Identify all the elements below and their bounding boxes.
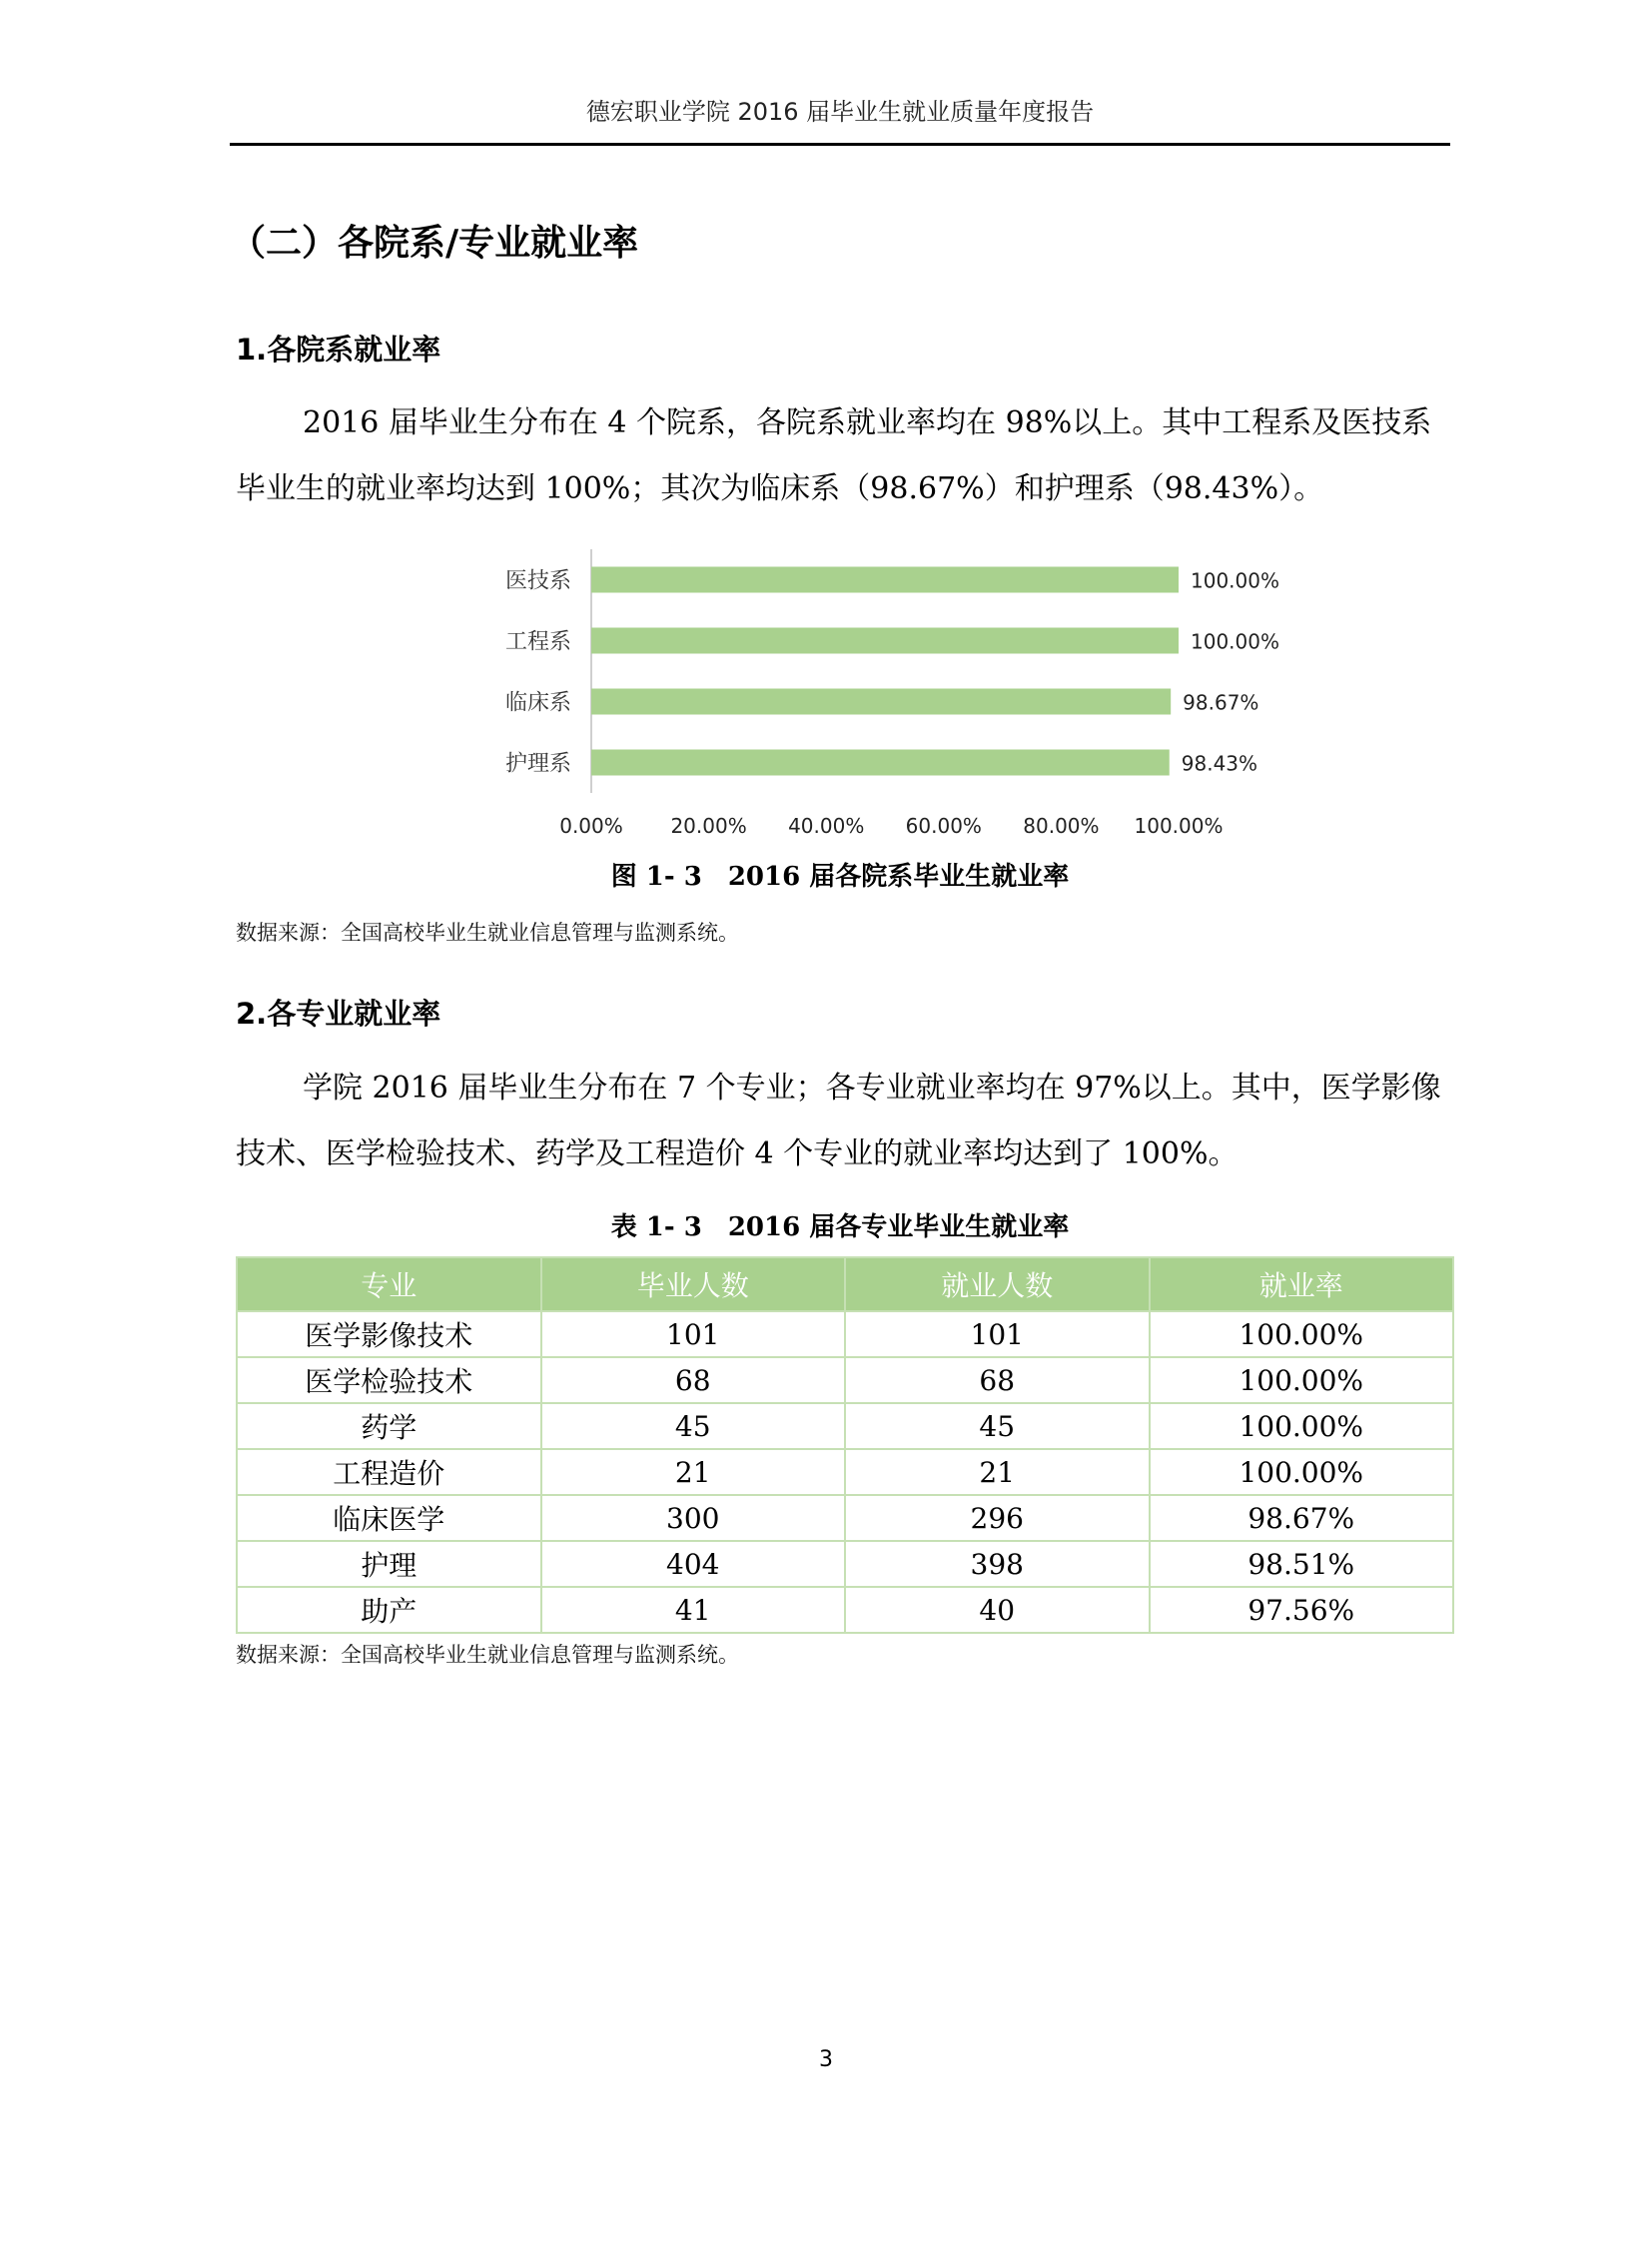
cell-rate: 100.00% — [1150, 1449, 1454, 1495]
chart-category-label: 临床系 — [504, 690, 571, 716]
page-number: 3 — [819, 2047, 833, 2072]
cell-major: 医学影像技术 — [237, 1311, 541, 1357]
table-row — [237, 1311, 1453, 1357]
figure-caption: 图 1- 3 2016 届各院系毕业生就业率 — [610, 862, 1070, 892]
subsection-1-title: 1.各院系就业率 — [236, 333, 441, 367]
major-employment-table — [236, 1256, 1454, 1634]
chart-x-tick-label: 20.00% — [670, 814, 747, 838]
cell-rate: 100.00% — [1150, 1311, 1454, 1357]
cell-major: 工程造价 — [237, 1449, 541, 1495]
chart-data-label: 100.00% — [1191, 629, 1279, 654]
table-row — [237, 1587, 1453, 1633]
header-cell-employed: 就业人数 — [845, 1257, 1150, 1311]
cell-major: 医学检验技术 — [237, 1357, 541, 1403]
chart-x-tick-label: 40.00% — [788, 814, 865, 838]
subsection-2-title: 2.各专业就业率 — [236, 997, 441, 1031]
subsection-2-paragraph: 学院 2016 届毕业生分布在 7 个专业；各专业就业率均在 97%以上。其中，医学影像技术、医学检验技术、药学及工程造价 4 个专业的就业率均达到了 100%。 — [236, 1071, 1441, 1171]
section-title: （二）各院系/专业就业率 — [230, 223, 639, 264]
chart-category-label: 工程系 — [504, 629, 571, 655]
chart-data-label: 100.00% — [1191, 568, 1279, 593]
header-rule — [230, 143, 1450, 146]
table-source: 数据来源：全国高校毕业生就业信息管理与监测系统。 — [236, 1643, 739, 1667]
chart-bar — [591, 750, 1170, 776]
department-employment-chart — [469, 539, 1288, 838]
cell-employed: 398 — [845, 1541, 1150, 1587]
cell-employed: 101 — [845, 1311, 1150, 1357]
chart-x-tick-label: 60.00% — [905, 814, 982, 838]
chart-x-tick-label: 80.00% — [1023, 814, 1100, 838]
cell-rate: 98.67% — [1150, 1495, 1454, 1541]
cell-graduates: 101 — [541, 1311, 846, 1357]
cell-graduates: 300 — [541, 1495, 846, 1541]
header-cell-rate: 就业率 — [1150, 1257, 1454, 1311]
subsection-1-paragraph: 2016 届毕业生分布在 4 个院系，各院系就业率均在 98%以上。其中工程系及医技系毕业生的就业率均达到 100%；其次为临床系（98.67%）和护理系（98.43%）。 — [236, 405, 1432, 506]
cell-graduates: 404 — [541, 1541, 846, 1587]
cell-rate: 100.00% — [1150, 1403, 1454, 1449]
cell-major: 助产 — [237, 1587, 541, 1633]
chart-bar — [591, 567, 1179, 593]
chart-data-label: 98.67% — [1183, 690, 1259, 715]
header-cell-graduates: 毕业人数 — [541, 1257, 846, 1311]
cell-employed: 40 — [845, 1587, 1150, 1633]
table-row — [237, 1403, 1453, 1449]
table-row — [237, 1495, 1453, 1541]
cell-graduates: 21 — [541, 1449, 846, 1495]
cell-graduates: 45 — [541, 1403, 846, 1449]
cell-rate: 100.00% — [1150, 1357, 1454, 1403]
page-header: 德宏职业学院 2016 届毕业生就业质量年度报告 — [585, 98, 1095, 126]
table-row — [237, 1357, 1453, 1403]
table-caption: 表 1- 3 2016 届各专业毕业生就业率 — [610, 1212, 1070, 1242]
cell-major: 药学 — [237, 1403, 541, 1449]
cell-employed: 296 — [845, 1495, 1150, 1541]
chart-x-tick-label: 0.00% — [559, 814, 623, 838]
header-cell-major: 专业 — [237, 1257, 541, 1311]
cell-employed: 45 — [845, 1403, 1150, 1449]
figure-source: 数据来源：全国高校毕业生就业信息管理与监测系统。 — [236, 921, 739, 945]
cell-major: 护理 — [237, 1541, 541, 1587]
chart-category-label: 护理系 — [504, 751, 571, 777]
chart-x-tick-label: 100.00% — [1134, 814, 1224, 838]
chart-data-label: 98.43% — [1181, 751, 1258, 776]
table-row — [237, 1449, 1453, 1495]
cell-rate: 97.56% — [1150, 1587, 1454, 1633]
chart-category-label: 医技系 — [504, 568, 571, 594]
chart-bar — [591, 689, 1171, 715]
cell-rate: 98.51% — [1150, 1541, 1454, 1587]
table-row — [237, 1541, 1453, 1587]
table-header-row — [237, 1257, 1453, 1311]
cell-employed: 21 — [845, 1449, 1150, 1495]
chart-bar — [591, 628, 1179, 654]
cell-employed: 68 — [845, 1357, 1150, 1403]
cell-graduates: 41 — [541, 1587, 846, 1633]
cell-major: 临床医学 — [237, 1495, 541, 1541]
cell-graduates: 68 — [541, 1357, 846, 1403]
